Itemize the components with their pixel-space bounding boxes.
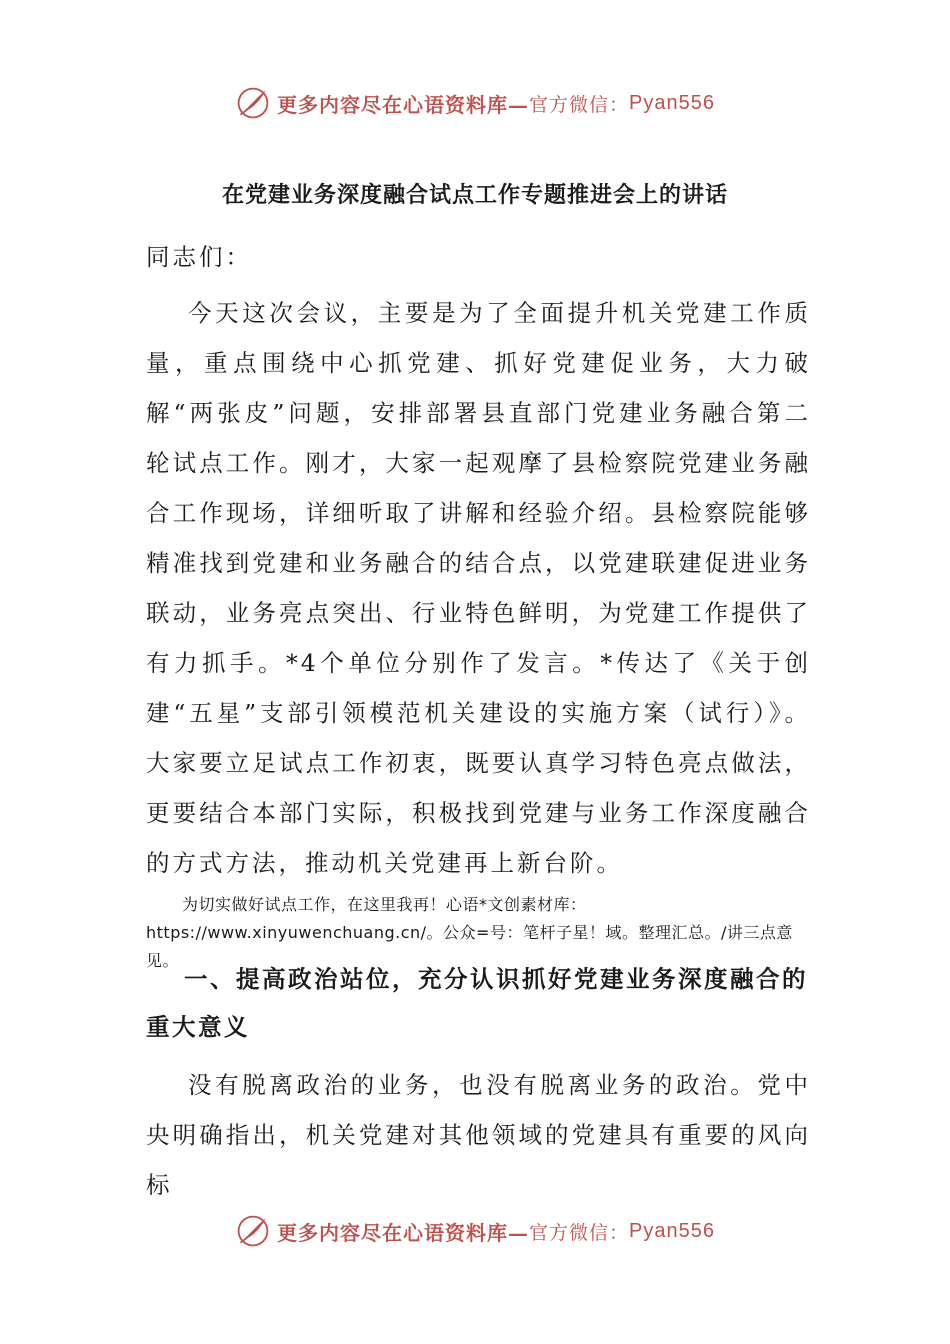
section-heading-1: 一、提高政治站位，充分认识抓好党建业务深度融合的重大意义: [146, 965, 808, 1041]
quill-pen-logo-icon: [235, 1213, 271, 1249]
source-note: 为切实做好试点工作，在这里我再！心语*文创素材库：https://www.xinyuwenchuang.cn/。公众=号：笔杆子星！域。整理汇总。/讲三点意见。: [146, 895, 793, 970]
banner-text: 更多内容尽在心语资料库—: [277, 1220, 529, 1245]
banner-wechat-id: Pyan556: [629, 1219, 715, 1242]
quill-pen-logo-icon: [235, 85, 271, 121]
document-title: 在党建业务深度融合试点工作专题推进会上的讲话: [221, 182, 728, 208]
banner-text: 更多内容尽在心语资料库—: [277, 92, 529, 117]
footer-banner: [0, 1211, 950, 1251]
salutation: 同志们：: [146, 243, 252, 271]
paragraph-2: 没有脱离政治的业务，也没有脱离业务的政治。党中央明确指出，机关党建对其他领域的党建具有重要的风向标: [146, 1071, 811, 1199]
header-banner: [0, 83, 950, 123]
banner-wechat-label: 官方微信：: [529, 1221, 630, 1244]
banner-wechat-label: 官方微信：: [529, 93, 630, 116]
banner-wechat-id: Pyan556: [629, 91, 715, 114]
paragraph-1: 今天这次会议，主要是为了全面提升机关党建工作质量，重点围绕中心抓党建、抓好党建促业务，大力破解“两张皮”问题，安排部署县直部门党建业务融合第二轮试点工作。刚才，大家一起观摩了县检察院党建业务融合工作现场，详细听取了讲解和经验介绍。县检察院能够精准找到党建和业务融合的结合点，以党建联建促进业务联动，业务亮点突出、行业特色鲜明，为党建工作提供了有力抓手。*4个单位分别作了发言。*传达了《关于创建“五星”支部引领模范机关建设的实施方案（试行）》。大家要立足试点工作初衷，既要认真学习特色亮点做法，更要结合本部门实际，积极找到党建与业务工作深度融合的方式方法，推动机关党建再上新台阶。: [146, 299, 811, 877]
